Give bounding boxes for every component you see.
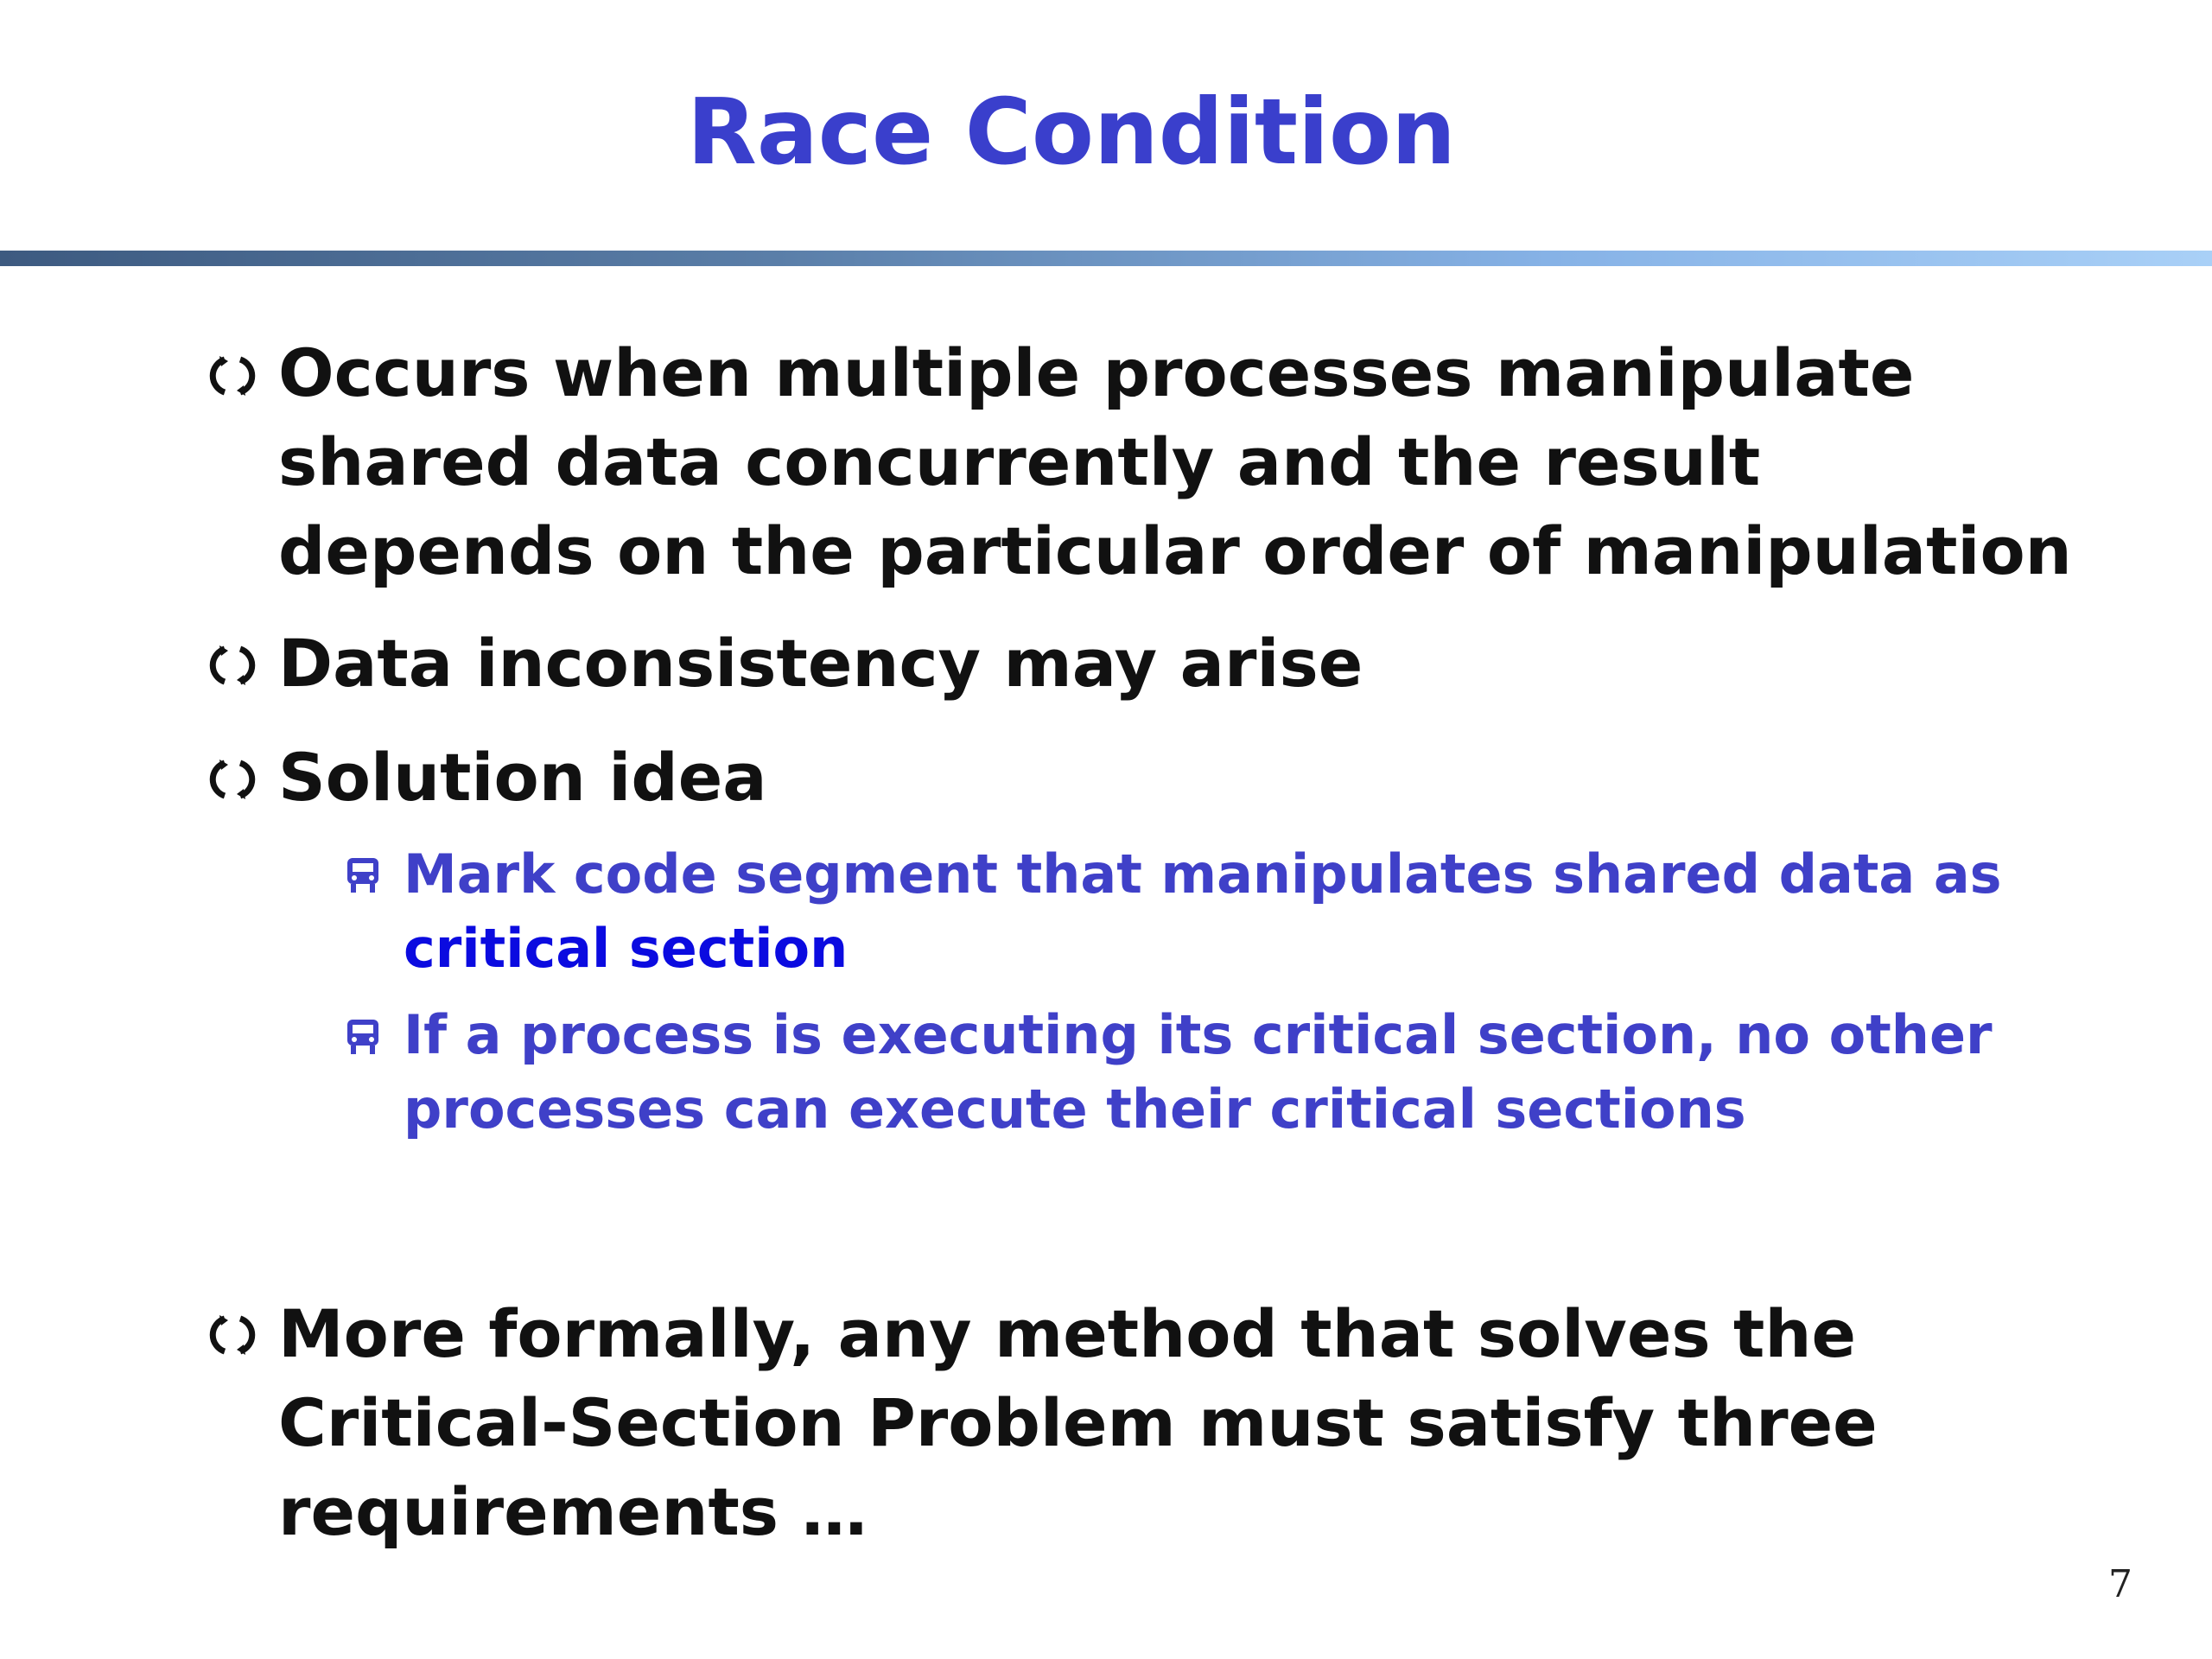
page-number: 7 [2108, 1562, 2133, 1606]
bullet-more-formally: More formally, any method that solves the Critical-Section Problem must satisfy three requirements … [278, 1295, 1878, 1550]
sub-bullet-glyph-icon [344, 855, 382, 895]
bullet-glyph-icon [207, 354, 257, 397]
bullet-solution: Solution idea [278, 739, 767, 816]
sub-bullet-glyph-icon [344, 1017, 382, 1057]
sub-bullet-executing: If a process is executing its critical section, no other processes can execute their critical sections [404, 1003, 1993, 1141]
sub-bullet-mark-code [404, 837, 2045, 986]
bullet-inconsistency: Data inconsistency may arise [278, 625, 1363, 702]
sub-bullet-text: Mark code segment that manipulates shared data as [404, 842, 2002, 906]
bullet-glyph-icon [207, 1313, 257, 1357]
slide-title: Race Condition [687, 79, 1456, 185]
bullet-glyph-icon [207, 644, 257, 687]
bullet-glyph-icon [207, 758, 257, 801]
critical-section-emphasis: critical section [404, 917, 849, 980]
bullet-occurs: Occurs when multiple processes manipulate shared data concurrently and the result depends on the particular order of manipulation [278, 334, 2072, 589]
title-divider [0, 251, 2212, 266]
